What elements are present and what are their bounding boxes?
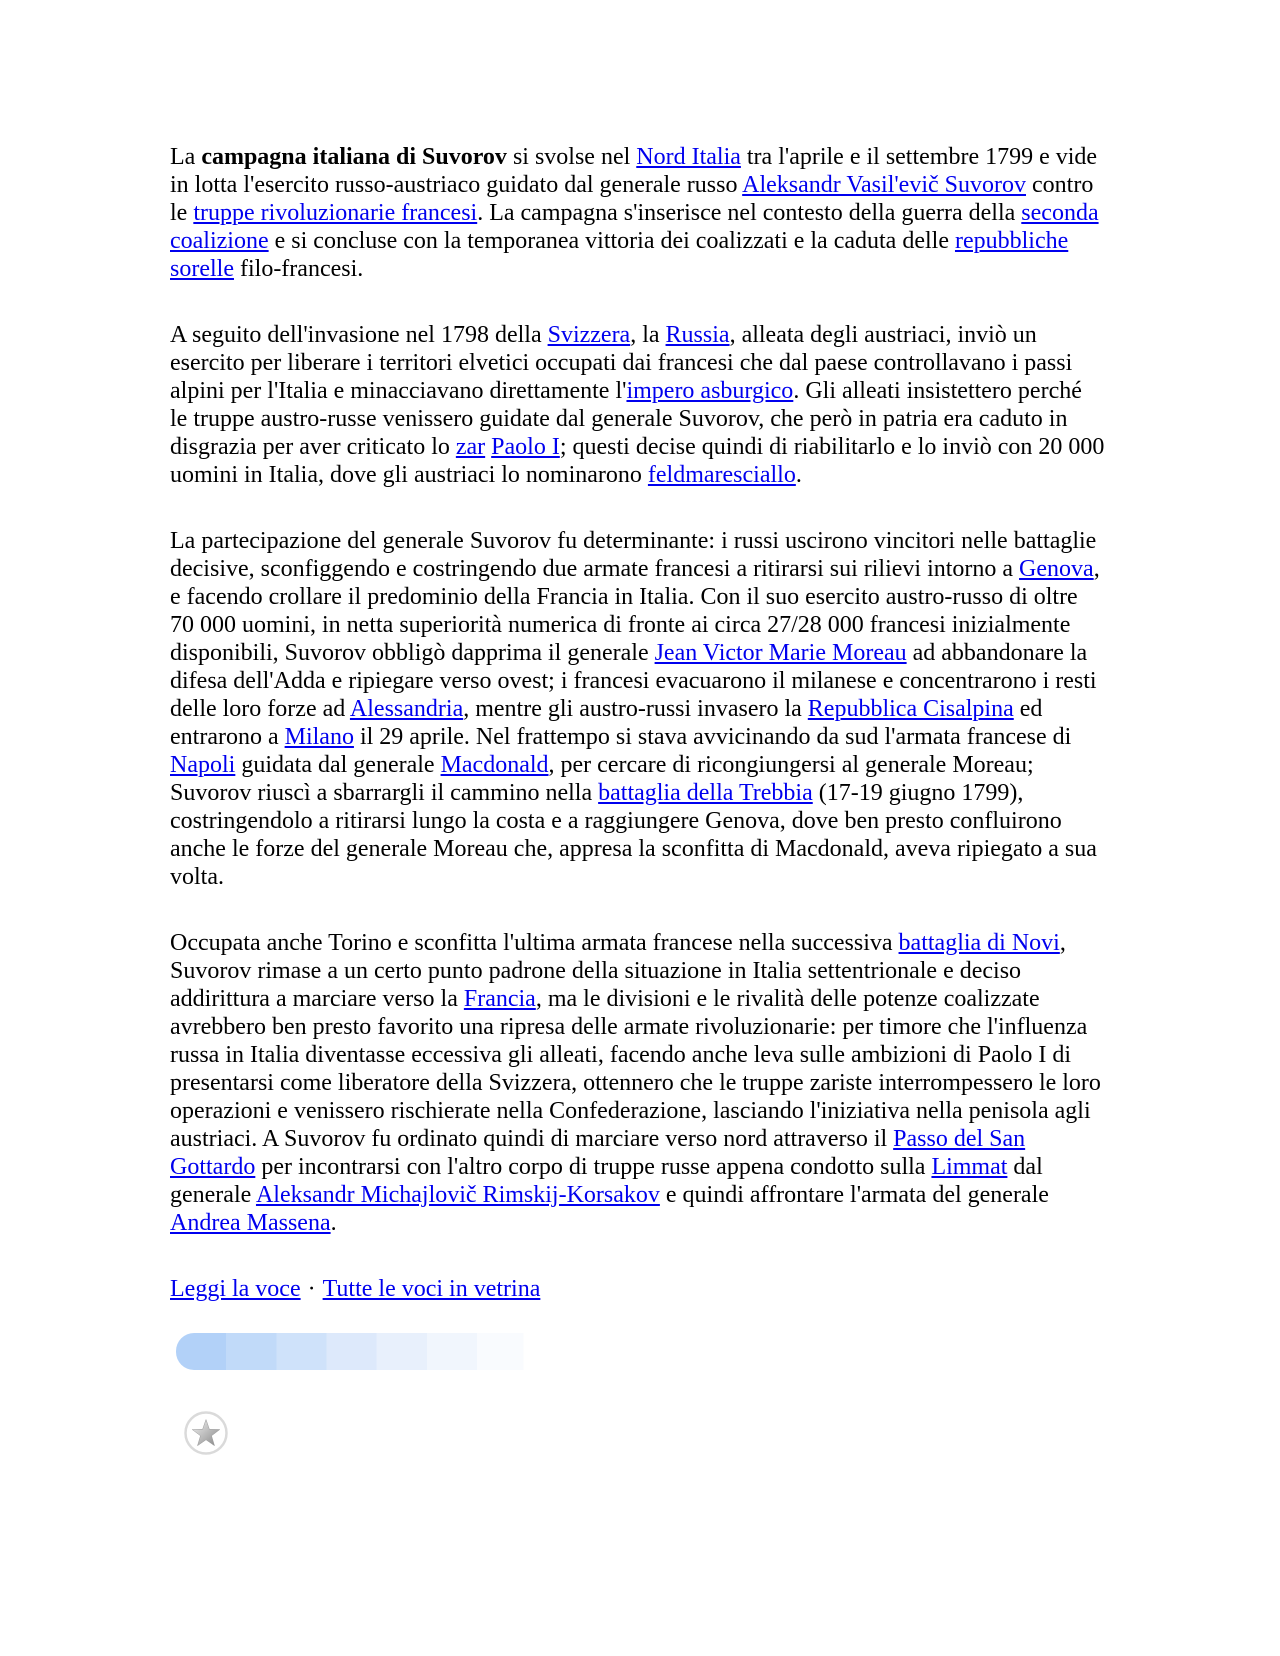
- wiki-link[interactable]: battaglia di Novi: [898, 930, 1060, 956]
- wiki-link[interactable]: Paolo I: [491, 434, 560, 460]
- wiki-link[interactable]: seconda coalizione: [170, 200, 1099, 254]
- article-content: [170, 143, 1105, 1456]
- text-run: tra l'aprile e il settembre 1799 e vide in lotta l'esercito russo-austriaco guidato dal generale russo: [170, 144, 1098, 198]
- wiki-link[interactable]: Milano: [284, 724, 354, 750]
- text-run: per incontrarsi con l'altro corpo di truppe russe appena condotto sulla: [255, 1154, 932, 1180]
- text-run: ; questi decise quindi di riabilitarlo e lo inviò con 20 000 uomini in Italia, dove gli austriaci lo nominarono: [170, 434, 1105, 488]
- wiki-link[interactable]: zar: [455, 434, 486, 460]
- text-run: , ma le divisioni e le rivalità delle potenze coalizzate avrebbero ben presto favorito una ripresa delle armate rivoluzionarie: per timore che l'influenza russa in Italia diventasse eccessiva gli alleati, facendo anche leva sulle ambizioni di Paolo I di presentarsi come liberatore della Svizzera, ottennero che le truppe zariste interrompessero le loro operazioni e venissero rischierate nella Confederazione, lasciando l'iniziativa nella penisola agli austriaci. A Suvorov fu ordinato quindi di marciare verso nord attraverso il: [170, 986, 1101, 1152]
- text-run: , Suvorov rimase a un certo punto padrone della situazione in Italia settentrionale e deciso addirittura a marciare verso la: [170, 930, 1066, 1012]
- wiki-link[interactable]: Jean Victor Marie Moreau: [654, 640, 907, 666]
- text-run: e si concluse con la temporanea vittoria dei coalizzati e la caduta delle: [268, 228, 955, 254]
- wiki-link[interactable]: Passo del San Gottardo: [170, 1126, 1026, 1180]
- text-run: A seguito dell'invasione nel 1798 della: [170, 322, 548, 348]
- wiki-link[interactable]: Limmat: [931, 1154, 1008, 1180]
- wiki-link[interactable]: Russia: [665, 322, 730, 348]
- wiki-link[interactable]: battaglia della Trebbia: [598, 780, 813, 806]
- text-run: e quindi affrontare l'armata del generale: [659, 1182, 1049, 1208]
- footer-links-row: [170, 1275, 1105, 1303]
- wiki-link[interactable]: Nord Italia: [636, 144, 741, 170]
- wiki-link[interactable]: truppe rivoluzionarie francesi: [193, 200, 478, 226]
- wiki-link[interactable]: Repubblica Cisalpina: [807, 696, 1014, 722]
- article-subject-bold: campagna italiana di Suvorov: [201, 144, 507, 170]
- article-paragraph-4: [170, 929, 1105, 1237]
- text-run: . Gli alleati insistettero perché le truppe austro-russe venissero guidate dal generale Suvorov, che però in patria era caduto in disgrazia per aver criticato lo: [170, 378, 1082, 460]
- wiki-link[interactable]: feldmaresciallo: [647, 462, 796, 488]
- text-run: La partecipazione del generale Suvorov fu determinante: i russi uscirono vincitori nelle battaglie decisive, sconfiggendo e costringendo due armate francesi a ritirarsi sui rilievi intorno a: [170, 528, 1097, 582]
- wiki-link[interactable]: Aleksandr Michajlovič Rimskij-Korsakov: [255, 1182, 660, 1208]
- wiki-link[interactable]: Napoli: [170, 752, 236, 778]
- text-run: contro le: [170, 172, 1094, 226]
- text-run: , per cercare di ricongiungersi al generale Moreau; Suvorov riuscì a sbarrargli il cammino nella: [170, 752, 1034, 806]
- gradient-bar-decoration: [176, 1333, 562, 1370]
- wiki-link[interactable]: repubbliche sorelle: [170, 228, 1069, 282]
- text-run: , e facendo crollare il predominio della Francia in Italia. Con il suo esercito austro-russo di oltre 70 000 uomini, in netta superiorità numerica di fronte ai circa 27/28 000 francesi inizialmente disponibili, Suvorov obbligò dapprima il generale: [170, 556, 1100, 666]
- wiki-link[interactable]: Macdonald: [440, 752, 549, 778]
- text-run: La: [170, 144, 202, 170]
- all-featured-link[interactable]: Tutte le voci in vetrina: [322, 1276, 541, 1302]
- text-run: , la: [630, 322, 666, 348]
- text-run: , mentre gli austro-russi invasero la: [463, 696, 808, 722]
- wiki-link[interactable]: Aleksandr Vasil'evič Suvorov: [742, 172, 1026, 198]
- wiki-link[interactable]: Alessandria: [349, 696, 464, 722]
- wiki-link[interactable]: Svizzera: [547, 322, 631, 348]
- article-paragraph-1: [170, 143, 1105, 283]
- article-paragraphs: [170, 143, 1105, 1237]
- wiki-link[interactable]: Genova: [1019, 556, 1094, 582]
- text-run: filo-francesi.: [233, 256, 364, 282]
- wiki-link[interactable]: Andrea Massena: [170, 1210, 331, 1236]
- text-run: Occupata anche Torino e sconfitta l'ultima armata francese nella successiva: [170, 930, 899, 956]
- read-article-link[interactable]: Leggi la voce: [170, 1276, 301, 1302]
- article-paragraph-3: [170, 527, 1105, 891]
- text-run: il 29 aprile. Nel frattempo si stava avvicinando da sud l'armata francese di: [353, 724, 1072, 750]
- text-run: dal generale: [170, 1154, 1043, 1208]
- text-run: ad abbandonare la difesa dell'Adda e ripiegare verso ovest; i francesi evacuarono il milanese e concentrarono i resti delle loro forze ad: [170, 640, 1097, 722]
- text-run: si svolse nel: [506, 144, 637, 170]
- text-run: , alleata degli austriaci, inviò un esercito per liberare i territori elvetici occupati dai francesi che dal paese controllavano i passi alpini per l'Italia e minacciavano direttamente l': [170, 322, 1073, 404]
- text-run: .: [330, 1210, 337, 1236]
- text-run: (17-19 giugno 1799), costringendolo a ritirarsi lungo la costa e a raggiungere Genova, dove ben presto confluirono anche le forze del generale Moreau che, appresa la sconfitta di Macdonald, aveva ripiegato a sua volta.: [170, 780, 1097, 890]
- text-run: . La campagna s'inserisce nel contesto della guerra della: [477, 200, 1022, 226]
- wiki-link[interactable]: impero asburgico: [626, 378, 794, 404]
- featured-star-icon: [183, 1410, 229, 1456]
- text-run: .: [795, 462, 802, 488]
- wiki-link[interactable]: Francia: [463, 986, 536, 1012]
- text-run: guidata dal generale: [235, 752, 441, 778]
- footer-separator: ·: [307, 1276, 316, 1302]
- article-paragraph-2: [170, 321, 1105, 489]
- text-run: ed entrarono a: [170, 696, 1043, 750]
